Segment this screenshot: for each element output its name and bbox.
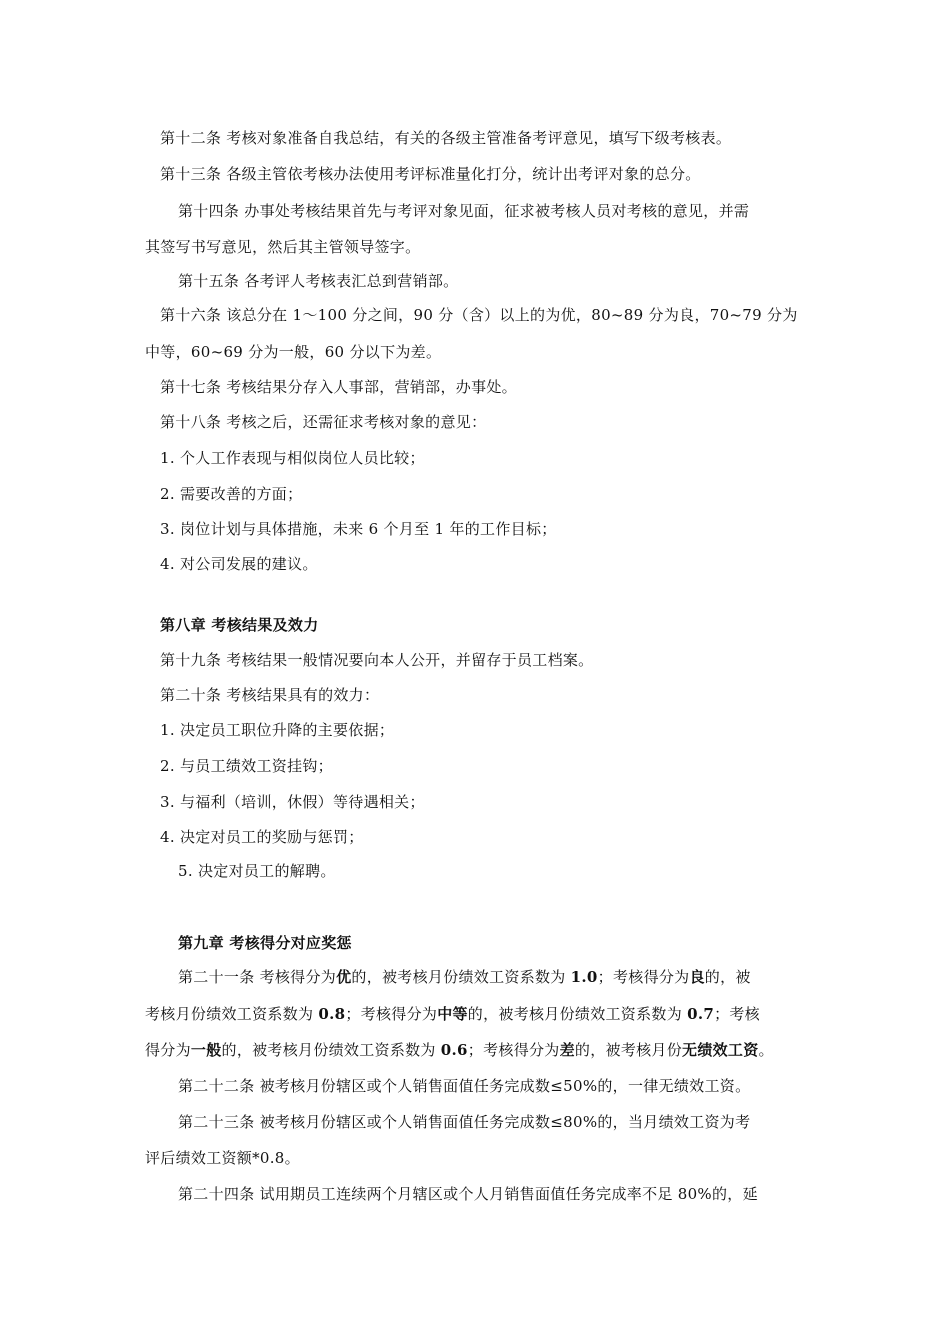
list-item: 1. 个人工作表现与相似岗位人员比较； (160, 449, 425, 467)
article-21-line-1 (178, 967, 751, 987)
article-21-line-3 (145, 1040, 774, 1060)
grade-good: 良 (689, 968, 705, 986)
article-13: 第十三条 各级主管依考核办法使用考评标准量化打分，统计出考评对象的总分。 (160, 165, 701, 183)
text-run: 考核月份绩效工资系数为 (145, 1005, 319, 1023)
article-16-line-2: 中等，60~69 分为一般，60 分以下为差。 (145, 343, 442, 361)
grade-excellent: 优 (336, 968, 352, 986)
text-run: 。 (758, 1041, 774, 1059)
article-19: 第十九条 考核结果一般情况要向本人公开，并留存于员工档案。 (160, 651, 594, 669)
list-item: 5. 决定对员工的解聘。 (178, 862, 336, 880)
text-run: 第二十一条 考核得分为 (178, 968, 337, 986)
article-21-line-2 (145, 1004, 760, 1024)
list-item: 2. 与员工绩效工资挂钩； (160, 757, 333, 775)
article-14-line-2: 其签写书写意见，然后其主管领导签字。 (145, 238, 421, 256)
grade-poor: 差 (559, 1041, 575, 1059)
article-23-line-2: 评后绩效工资额*0.8。 (145, 1149, 300, 1167)
grade-fair: 一般 (190, 1041, 222, 1059)
list-item: 2. 需要改善的方面； (160, 485, 303, 503)
coefficient-value: 0.8 (318, 1005, 346, 1023)
text-run: 的，被考核月份 (574, 1041, 683, 1059)
list-item: 4. 对公司发展的建议。 (160, 555, 318, 573)
list-item: 3. 与福利（培训，休假）等待遇相关； (160, 793, 425, 811)
coefficient-value: 1.0 (570, 968, 598, 986)
chapter-8-heading: 第八章 考核结果及效力 (160, 616, 319, 634)
no-bonus-text: 无绩效工资 (682, 1041, 759, 1059)
article-22: 第二十二条 被考核月份辖区或个人销售面值任务完成数≤50%的，一律无绩效工资。 (178, 1077, 751, 1095)
text-run: 得分为 (145, 1041, 191, 1059)
article-14-line-1: 第十四条 办事处考核结果首先与考评对象见面，征求被考核人员对考核的意见，并需 (178, 202, 750, 220)
text-run: ；考核得分为 (345, 1005, 438, 1023)
article-24-line-1: 第二十四条 试用期员工连续两个月辖区或个人月销售面值任务完成率不足 80%的，延 (178, 1185, 758, 1203)
article-17: 第十七条 考核结果分存入人事部，营销部，办事处。 (160, 378, 517, 396)
grade-average: 中等 (437, 1005, 468, 1023)
article-12: 第十二条 考核对象准备自我总结，有关的各级主管准备考评意见，填写下级考核表。 (160, 129, 732, 147)
article-16-line-1: 第十六条 该总分在 1～100 分之间，90 分（含）以上的为优，80~89 分为良，70~79 分为 (160, 306, 798, 324)
coefficient-value: 0.7 (687, 1005, 715, 1023)
list-item: 3. 岗位计划与具体措施，未来 6 个月至 1 年的工作目标； (160, 520, 557, 538)
text-run: ；考核得分为 (597, 968, 690, 986)
text-run: 的，被考核月份绩效工资系数为 (467, 1005, 688, 1023)
text-run: 的，被 (704, 968, 751, 986)
list-item: 1. 决定员工职位升降的主要依据； (160, 721, 395, 739)
article-20: 第二十条 考核结果具有的效力： (160, 686, 380, 704)
text-run: ；考核得分为 (467, 1041, 560, 1059)
text-run: ；考核 (714, 1005, 760, 1023)
text-run: 的，被考核月份绩效工资系数为 (351, 968, 571, 986)
article-18: 第十八条 考核之后，还需征求考核对象的意见： (160, 413, 487, 431)
coefficient-value: 0.6 (440, 1041, 468, 1059)
list-item: 4. 决定对员工的奖励与惩罚； (160, 828, 364, 846)
chapter-9-heading: 第九章 考核得分对应奖惩 (178, 934, 352, 952)
text-run: 的，被考核月份绩效工资系数为 (221, 1041, 441, 1059)
article-15: 第十五条 各考评人考核表汇总到营销部。 (178, 272, 459, 290)
article-23-line-1: 第二十三条 被考核月份辖区或个人销售面值任务完成数≤80%的，当月绩效工资为考 (178, 1113, 751, 1131)
